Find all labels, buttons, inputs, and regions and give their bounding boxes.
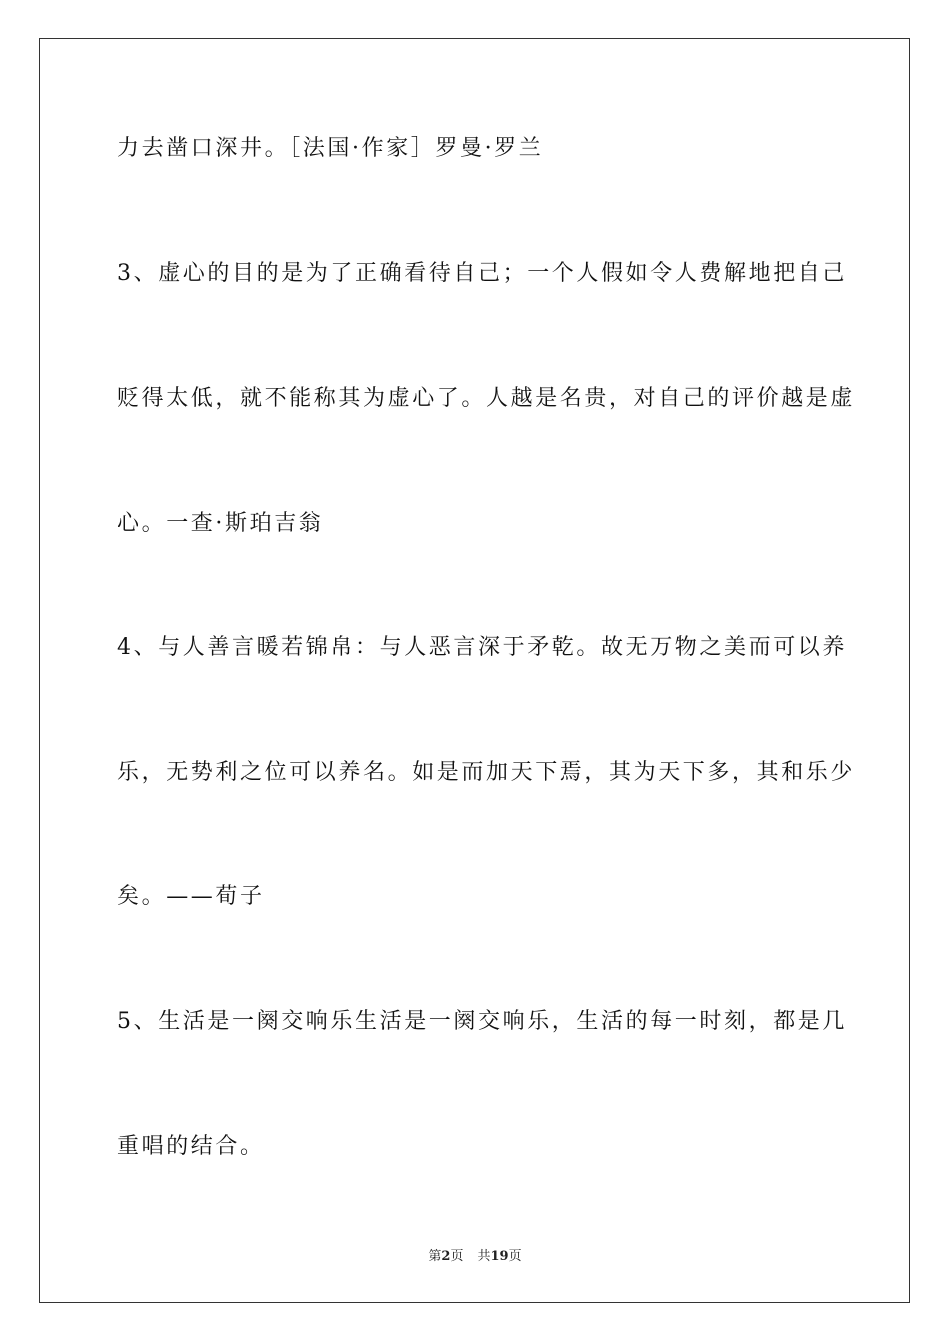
footer-page-total: 19 xyxy=(490,1249,509,1264)
text-line-4: 心。一查·斯珀吉翁 xyxy=(117,511,324,536)
footer-total-prefix: 共 xyxy=(477,1249,491,1264)
footer-page-prefix: 第 xyxy=(428,1249,442,1264)
text-line-5: 4、与人善言暖若锦帛：与人恶言深于矛乾。故无万物之美而可以养 xyxy=(117,635,847,660)
text-line-6: 乐，无势利之位可以养名。如是而加天下焉，其为天下多，其和乐少 xyxy=(117,760,856,785)
text-line-9: 重唱的结合。 xyxy=(117,1134,265,1159)
footer-page-current: 2 xyxy=(441,1249,451,1264)
page-border xyxy=(39,38,910,1303)
footer-total-suffix: 页 xyxy=(508,1249,522,1264)
page-footer xyxy=(0,1248,950,1266)
text-line-1: 力去凿口深井。［法国·作家］罗曼·罗兰 xyxy=(117,136,544,161)
text-line-7: 矣。——荀子 xyxy=(117,884,265,909)
text-line-8: 5、生活是一阕交响乐生活是一阕交响乐，生活的每一时刻，都是几 xyxy=(117,1009,847,1034)
text-line-2: 3、虚心的目的是为了正确看待自己；一个人假如令人费解地把自己 xyxy=(117,261,847,286)
footer-page-suffix: 页 xyxy=(450,1249,464,1264)
text-line-3: 贬得太低，就不能称其为虚心了。人越是名贵，对自己的评价越是虚 xyxy=(117,386,856,411)
